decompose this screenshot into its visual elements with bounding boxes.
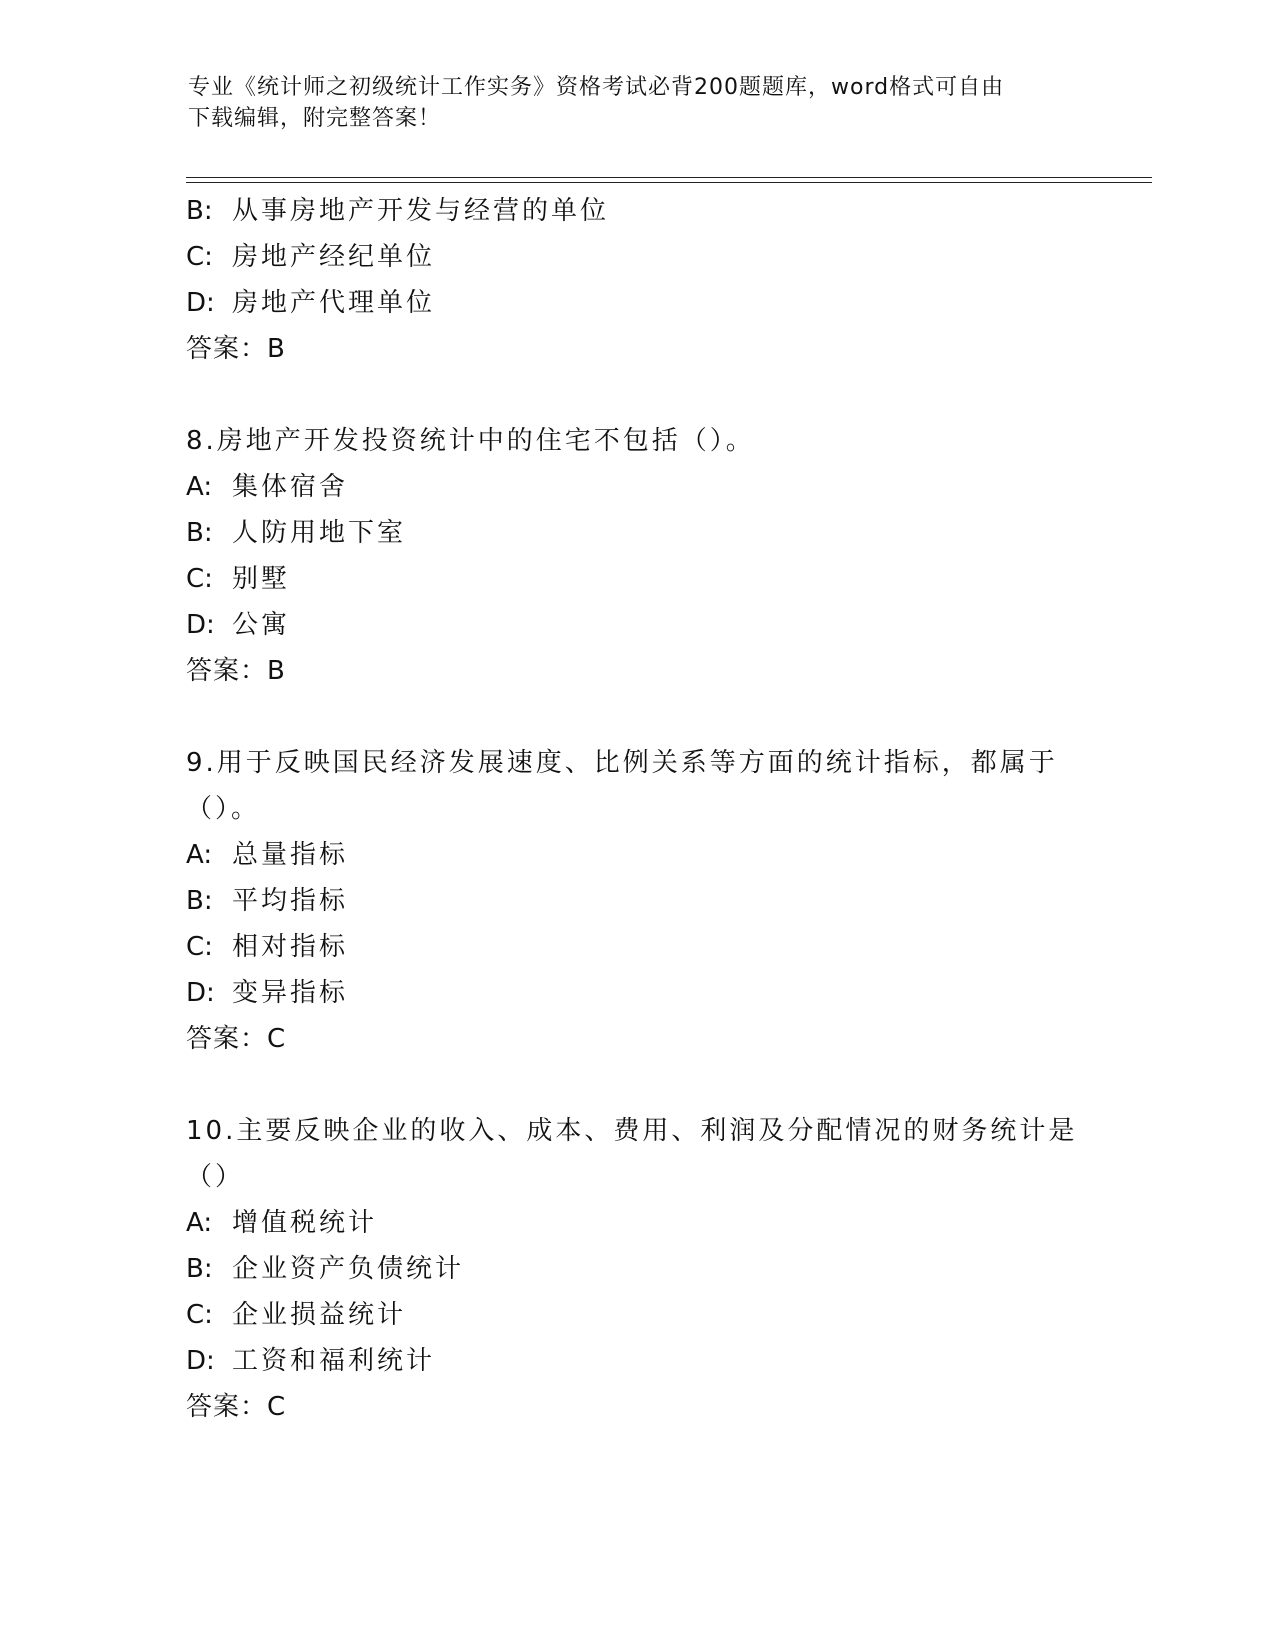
option-text: 企业资产负债统计 xyxy=(232,1254,465,1284)
option-a xyxy=(186,832,1146,878)
option-text: 企业损益统计 xyxy=(232,1300,407,1330)
option-key: A: xyxy=(186,472,213,502)
option-key: C: xyxy=(186,932,213,962)
option-c xyxy=(186,234,1146,280)
option-a xyxy=(186,1200,1146,1246)
answer-line: 答案：B xyxy=(186,334,286,364)
question-text: 8.房地产开发投资统计中的住宅不包括（）。 xyxy=(186,426,755,456)
option-key: A: xyxy=(186,1208,213,1238)
answer-line: 答案：B xyxy=(186,656,286,686)
question-block-10 xyxy=(186,1108,1146,1430)
question-block-7-continued xyxy=(186,188,1146,372)
question-block-9 xyxy=(186,740,1146,1062)
option-text: 人防用地下室 xyxy=(232,518,407,548)
option-key: D: xyxy=(186,288,215,318)
option-text: 总量指标 xyxy=(232,840,349,870)
option-text: 从事房地产开发与经营的单位 xyxy=(232,196,610,226)
option-key: C: xyxy=(186,564,213,594)
option-text: 相对指标 xyxy=(232,932,349,962)
option-key: B: xyxy=(186,196,213,226)
option-text: 房地产代理单位 xyxy=(232,288,436,318)
option-d xyxy=(186,602,1146,648)
option-text: 公寓 xyxy=(232,610,291,640)
option-b xyxy=(186,878,1146,924)
option-text: 别墅 xyxy=(232,564,291,594)
option-key: B: xyxy=(186,1254,213,1284)
header-line-2: 下载编辑，附完整答案！ xyxy=(188,106,442,131)
header-line-1: 专业《统计师之初级统计工作实务》资格考试必背200题题库，word格式可自由 xyxy=(188,75,1005,100)
option-text: 增值税统计 xyxy=(232,1208,378,1238)
option-key: D: xyxy=(186,978,215,1008)
option-c xyxy=(186,556,1146,602)
option-d xyxy=(186,970,1146,1016)
question-text-continued: （）。 xyxy=(186,794,261,824)
question-text-continued: （） xyxy=(186,1162,245,1192)
question-text: 10.主要反映企业的收入、成本、费用、利润及分配情况的财务统计是 xyxy=(186,1116,1078,1146)
option-b xyxy=(186,1246,1146,1292)
header-divider-top xyxy=(186,177,1152,178)
option-key: C: xyxy=(186,1300,213,1330)
answer-line: 答案：C xyxy=(186,1024,287,1054)
option-b xyxy=(186,188,1146,234)
option-text: 集体宿舍 xyxy=(232,472,349,502)
question-block-8 xyxy=(186,418,1146,694)
answer-line: 答案：C xyxy=(186,1392,287,1422)
option-c xyxy=(186,924,1146,970)
option-key: C: xyxy=(186,242,213,272)
option-text: 平均指标 xyxy=(232,886,349,916)
option-d xyxy=(186,280,1146,326)
document-header xyxy=(188,72,1088,134)
option-text: 变异指标 xyxy=(232,978,349,1008)
option-key: B: xyxy=(186,886,213,916)
option-text: 房地产经纪单位 xyxy=(232,242,436,272)
option-c xyxy=(186,1292,1146,1338)
option-d xyxy=(186,1338,1146,1384)
option-key: D: xyxy=(186,610,215,640)
option-text: 工资和福利统计 xyxy=(232,1346,436,1376)
document-body xyxy=(186,188,1146,1430)
option-key: B: xyxy=(186,518,213,548)
option-key: D: xyxy=(186,1346,215,1376)
question-text: 9.用于反映国民经济发展速度、比例关系等方面的统计指标，都属于 xyxy=(186,748,1058,778)
option-key: A: xyxy=(186,840,213,870)
header-divider-bottom xyxy=(186,182,1152,183)
option-a xyxy=(186,464,1146,510)
option-b xyxy=(186,510,1146,556)
